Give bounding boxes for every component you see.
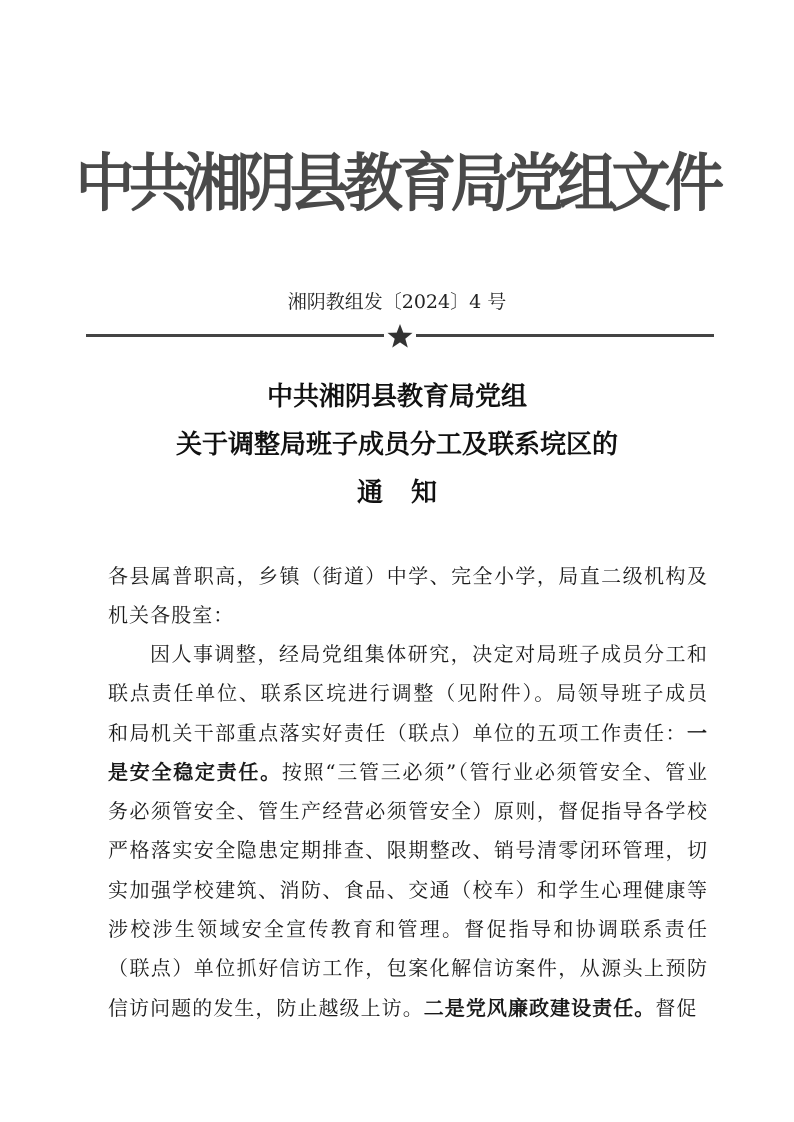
notice-title-line2: 关于调整局班子成员分工及联系垸区的 [175, 430, 618, 460]
para1-part3: 督促 [655, 995, 698, 1020]
para1-part2: 按照“三管三必须”（管行业必须管安全、管业务必须管安全、管生产经营必须管安全）原则，督促指导各学校严格落实安全隐患定期排查、限期整改、销号清零闭环管理，切实加强学校建筑、消防、食品、交通（校车）和学生心理健康等涉校涉生领域安全宣传教育和管理。督促指导和协调联系责任（联点）单位抓好信访工作，包案化解信访案件，从源头上预防信访问题的发生，防止越级上访。 [108, 759, 708, 1020]
header-divider [86, 325, 714, 349]
divider-rule-right [416, 334, 714, 337]
document-number: 湘阴教组发〔2024〕4 号 [287, 291, 507, 313]
para1-part1: 因人事调整，经局党组集体研究，决定对局班子成员分工和联点责任单位、联系区垸进行调整（见附件）。局领导班子成员和局机关干部重点落实好责任（联点）单位的五项工作责任： [108, 642, 708, 745]
greeting [108, 557, 708, 636]
body-paragraph [108, 635, 708, 1028]
para1-bold1: 一是安全稳定责任。 [108, 720, 708, 784]
para1-bold2: 二是党风廉政建设责任。 [423, 995, 656, 1020]
notice-title-line3: 通知 [356, 478, 465, 508]
masthead-title: 中共湘阴县教育局党组文件 [75, 146, 719, 220]
masthead [75, 128, 719, 228]
greeting-text: 各县属普职高，乡镇（街道）中学、完全小学，局直二级机构及机关各股室： [108, 564, 708, 628]
divider-rule-left [86, 334, 384, 337]
body-paragraph-text [108, 635, 708, 1028]
star-icon [386, 323, 414, 349]
notice-title-line1: 中共湘阴县教育局党组 [266, 382, 527, 412]
